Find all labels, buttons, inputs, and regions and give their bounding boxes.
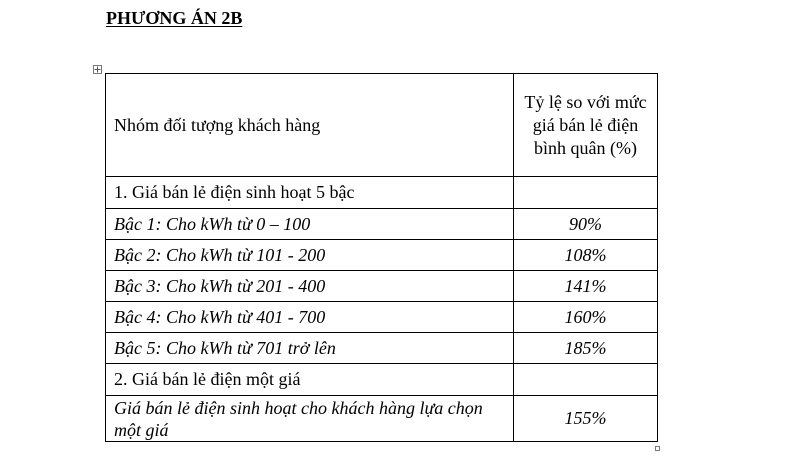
header-customer-group: Nhóm đối tượng khách hàng bbox=[106, 74, 514, 177]
section-row bbox=[106, 364, 658, 396]
tier-label: Giá bán lẻ điện sinh hoạt cho khách hàng lựa chọn một giá bbox=[106, 396, 514, 442]
tier-value: 160% bbox=[514, 302, 658, 333]
section-label: 2. Giá bán lẻ điện một giá bbox=[106, 364, 514, 396]
section-value-cell bbox=[514, 364, 658, 396]
header-price-ratio: Tỷ lệ so với mức giá bán lẻ điện bình quân (%) bbox=[514, 74, 658, 177]
table-row bbox=[106, 209, 658, 240]
tier-label: Bậc 3: Cho kWh từ 201 - 400 bbox=[106, 271, 514, 302]
table-row bbox=[106, 333, 658, 364]
section-row bbox=[106, 177, 658, 209]
table-resize-handle[interactable] bbox=[655, 446, 660, 451]
tier-value: 155% bbox=[514, 396, 658, 442]
table-row bbox=[106, 271, 658, 302]
tier-value: 90% bbox=[514, 209, 658, 240]
tier-value: 108% bbox=[514, 240, 658, 271]
tier-value: 185% bbox=[514, 333, 658, 364]
section-value-cell bbox=[514, 177, 658, 209]
tier-label: Bậc 4: Cho kWh từ 401 - 700 bbox=[106, 302, 514, 333]
table-header-row bbox=[106, 74, 658, 177]
table-move-handle-icon[interactable] bbox=[93, 65, 102, 74]
tier-label: Bậc 1: Cho kWh từ 0 – 100 bbox=[106, 209, 514, 240]
table-row bbox=[106, 302, 658, 333]
tier-label: Bậc 5: Cho kWh từ 701 trở lên bbox=[106, 333, 514, 364]
section-label: 1. Giá bán lẻ điện sinh hoạt 5 bậc bbox=[106, 177, 514, 209]
tier-value: 141% bbox=[514, 271, 658, 302]
table-row bbox=[106, 240, 658, 271]
document-title: PHƯƠNG ÁN 2B bbox=[106, 8, 243, 28]
tariff-table bbox=[105, 73, 658, 442]
table-row bbox=[106, 396, 658, 442]
tier-label: Bậc 2: Cho kWh từ 101 - 200 bbox=[106, 240, 514, 271]
